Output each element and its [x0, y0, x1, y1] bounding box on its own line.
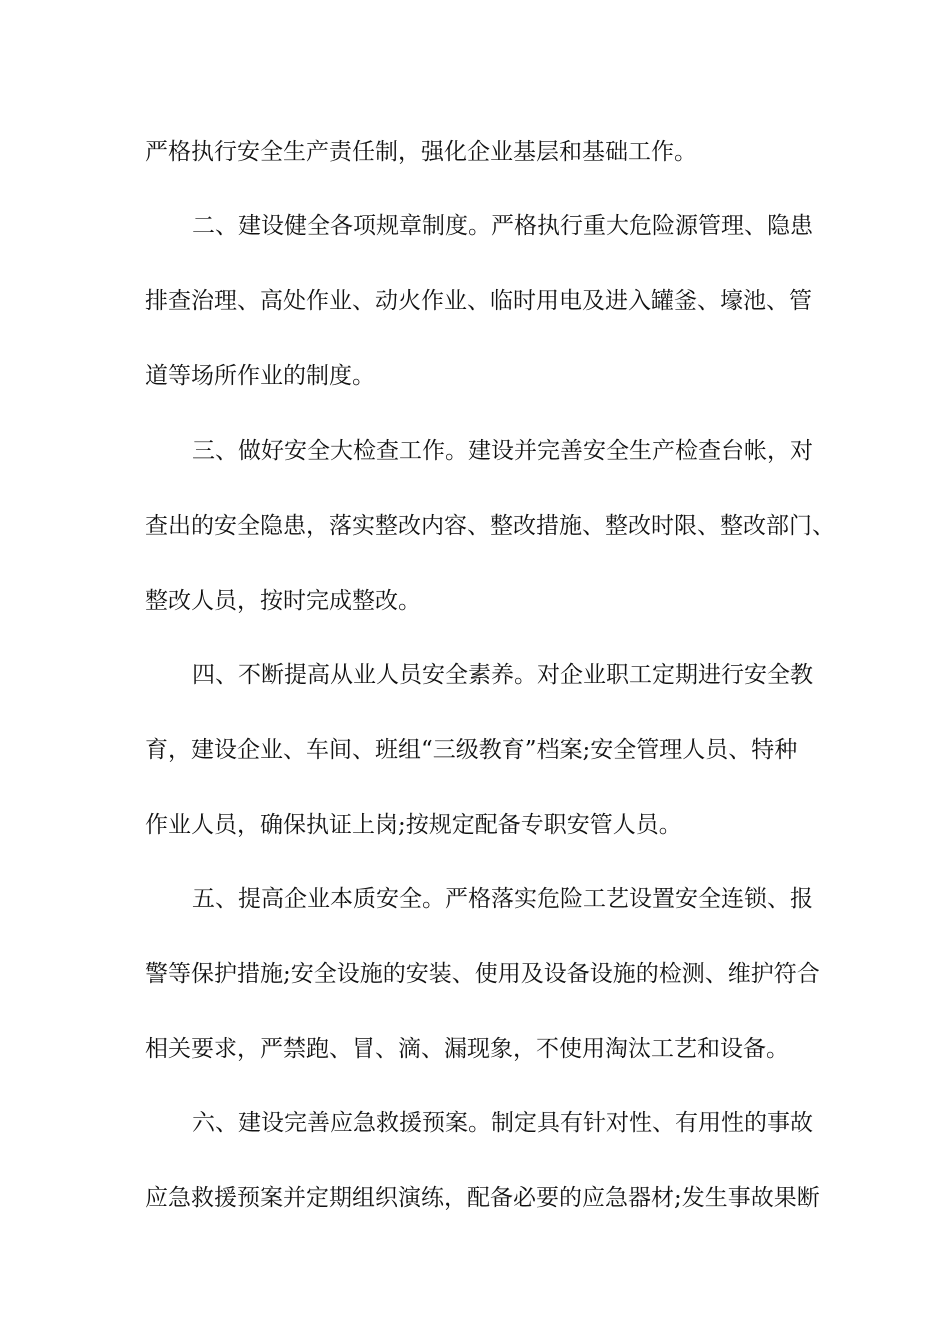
paragraph-2-line-1: 二、建设健全各项规章制度。严格执行重大危险源管理、隐患: [192, 213, 813, 239]
paragraph-1-line-1: 严格执行安全生产责任制，强化企业基层和基础工作。: [145, 139, 697, 165]
paragraph-4-line-2: 育，建设企业、车间、班组“三级教育”档案;安全管理人员、特种: [145, 737, 798, 763]
paragraph-3-line-1: 三、做好安全大检查工作。建设并完善安全生产检查台帐，对: [192, 438, 813, 464]
paragraph-5-line-3: 相关要求，严禁跑、冒、滴、漏现象，不使用淘汰工艺和设备。: [145, 1036, 789, 1062]
paragraph-5-line-1: 五、提高企业本质安全。严格落实危险工艺设置安全连锁、报: [192, 886, 813, 912]
paragraph-2-line-3: 道等场所作业的制度。: [145, 363, 375, 389]
paragraph-4-line-1: 四、不断提高从业人员安全素养。对企业职工定期进行安全教: [192, 662, 813, 688]
paragraph-6-line-2: 应急救援预案并定期组织演练，配备必要的应急器材;发生事故果断: [145, 1185, 820, 1211]
paragraph-2-line-2: 排查治理、高处作业、动火作业、临时用电及进入罐釜、壕池、管: [145, 288, 812, 314]
paragraph-6-line-1: 六、建设完善应急救援预案。制定具有针对性、有用性的事故: [192, 1110, 813, 1136]
paragraph-3-line-3: 整改人员，按时完成整改。: [145, 588, 421, 614]
paragraph-4-line-3: 作业人员，确保执证上岗;按规定配备专职安管人员。: [145, 812, 682, 838]
paragraph-3-line-2: 查出的安全隐患，落实整改内容、整改措施、整改时限、整改部门、: [145, 513, 835, 539]
paragraph-5-line-2: 警等保护措施;安全设施的安装、使用及设备设施的检测、维护符合: [145, 961, 820, 987]
